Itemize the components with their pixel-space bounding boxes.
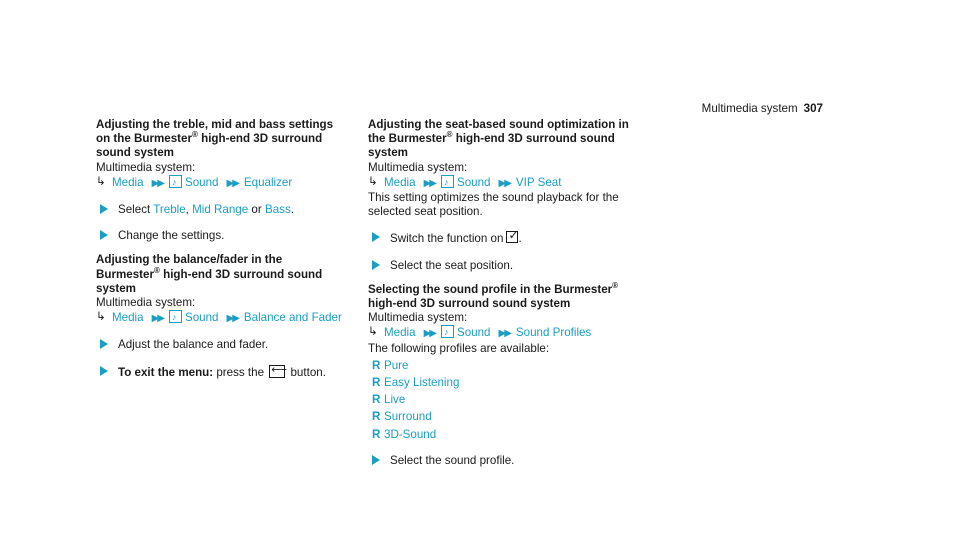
triangle-bullet-icon <box>100 339 108 349</box>
heading-seat-optimization: Adjusting the seat-based sound optimization in the Burmester® high-end 3D surround sound system <box>368 118 629 160</box>
bullet-r-icon: R <box>372 393 381 407</box>
list-item <box>368 393 638 407</box>
step-select-band: Select Treble, Mid Range or Bass. <box>96 203 344 217</box>
option-treble[interactable]: Treble <box>153 203 186 217</box>
option-bass[interactable]: Bass <box>264 203 291 217</box>
path-media[interactable]: Media <box>384 326 416 340</box>
profile-3d-sound[interactable]: 3D-Sound <box>384 427 437 441</box>
profile-surround[interactable]: Surround <box>384 410 432 424</box>
seat-description: This setting optimizes the sound playback for the selected seat position. <box>368 191 619 219</box>
return-arrow-icon: ↳ <box>96 310 106 324</box>
return-arrow-icon: ↳ <box>96 174 106 188</box>
path-sound[interactable]: Sound <box>184 175 219 189</box>
list-item <box>368 376 638 390</box>
list-item <box>368 410 638 424</box>
step-change-settings: Change the settings. <box>96 229 344 243</box>
path-media[interactable]: Media <box>384 175 416 189</box>
path-sound[interactable]: Sound <box>456 175 491 189</box>
double-chevron-icon: ▶▶ <box>498 177 510 189</box>
system-label: Multimedia system: <box>368 160 468 174</box>
menu-path <box>96 310 344 326</box>
menu-path <box>368 175 638 191</box>
double-chevron-icon: ▶▶ <box>423 328 435 340</box>
path-media[interactable]: Media <box>112 175 144 189</box>
path-sound[interactable]: Sound <box>456 326 491 340</box>
double-chevron-icon: ▶▶ <box>151 313 163 325</box>
triangle-bullet-icon <box>100 230 108 240</box>
path-equalizer[interactable]: Equalizer <box>243 175 293 189</box>
double-chevron-icon: ▶▶ <box>226 313 238 325</box>
path-vip-seat[interactable]: VIP Seat <box>515 175 562 189</box>
double-chevron-icon: ▶▶ <box>151 177 163 189</box>
bullet-r-icon: R <box>372 427 381 441</box>
profile-pure[interactable]: Pure <box>384 358 409 372</box>
checkbox-checked-icon: ✓ <box>508 228 519 243</box>
step-adjust-balance: Adjust the balance and fader. <box>96 338 344 352</box>
bullet-r-icon: R <box>372 358 381 372</box>
step-select-seat: Select the seat position. <box>368 259 638 273</box>
right-column <box>368 118 638 470</box>
section-title: Multimedia system <box>701 102 798 115</box>
music-note-icon: ♪ <box>441 175 454 188</box>
heading-balance-fader: Adjusting the balance/fader in the Burmester® high-end 3D surround sound system <box>96 253 323 295</box>
option-mid-range[interactable]: Mid Range <box>192 203 249 217</box>
heading-sound-profile: Selecting the sound profile in the Burmester® high-end 3D surround sound system <box>368 280 619 311</box>
menu-path <box>96 175 344 191</box>
double-chevron-icon: ▶▶ <box>423 177 435 189</box>
profile-live[interactable]: Live <box>384 393 406 407</box>
triangle-bullet-icon <box>372 455 380 465</box>
triangle-bullet-icon <box>372 260 380 270</box>
music-note-icon: ♪ <box>169 175 182 188</box>
heading-treble-mid-bass: Adjusting the treble, mid and bass settings on the Burmester® high-end 3D surround sound system <box>96 118 334 160</box>
triangle-bullet-icon <box>100 204 108 214</box>
return-arrow-icon: ↳ <box>368 325 378 339</box>
page-header <box>702 102 823 116</box>
step-exit-menu: To exit the menu: press the ⟵ button. <box>96 365 344 380</box>
list-item <box>368 359 638 373</box>
left-column <box>96 118 344 382</box>
triangle-bullet-icon <box>372 232 380 242</box>
step-select-profile: Select the sound profile. <box>368 454 638 468</box>
menu-path <box>368 325 638 341</box>
system-label: Multimedia system: <box>368 311 468 325</box>
step-switch-on: Switch the function on ✓ . <box>368 231 638 246</box>
path-sound-profiles[interactable]: Sound Profiles <box>515 326 592 340</box>
bullet-r-icon: R <box>372 376 381 390</box>
music-note-icon: ♪ <box>169 310 182 323</box>
path-balance-fader[interactable]: Balance and Fader <box>243 311 342 325</box>
system-label: Multimedia system: <box>96 160 196 174</box>
list-item <box>368 428 638 442</box>
return-arrow-icon: ↳ <box>368 174 378 188</box>
path-sound[interactable]: Sound <box>184 311 219 325</box>
back-button-icon: ⟵ <box>271 363 288 376</box>
bullet-r-icon: R <box>372 410 381 424</box>
double-chevron-icon: ▶▶ <box>498 328 510 340</box>
page-number: 307 <box>803 102 823 115</box>
double-chevron-icon: ▶▶ <box>226 177 238 189</box>
path-media[interactable]: Media <box>112 311 144 325</box>
profile-easy-listening[interactable]: Easy Listening <box>384 376 460 390</box>
system-label: Multimedia system: <box>96 296 196 310</box>
music-note-icon: ♪ <box>441 325 454 338</box>
triangle-bullet-icon <box>100 366 108 376</box>
profiles-intro: The following profiles are available: <box>368 341 550 355</box>
